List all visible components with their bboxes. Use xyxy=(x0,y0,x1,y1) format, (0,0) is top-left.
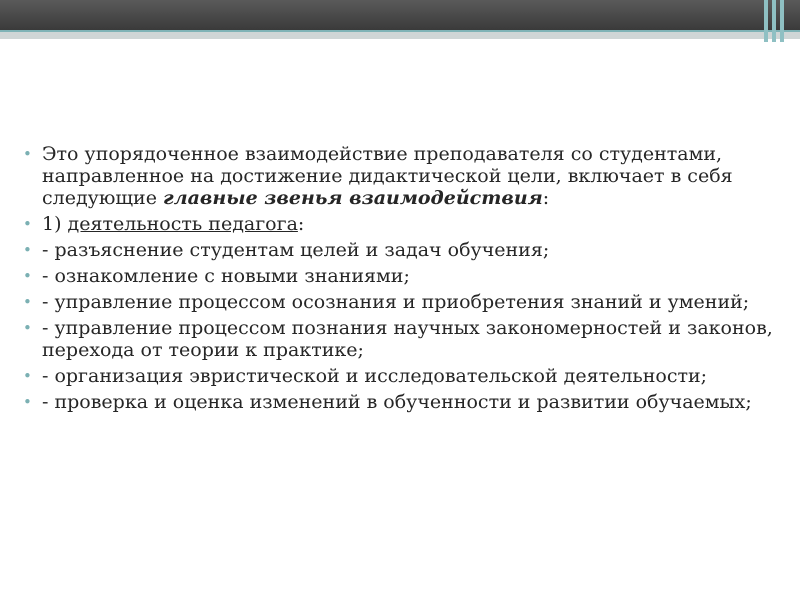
list-item-text: - проверка и оценка изменений в обученности и развитии обучаемых; xyxy=(42,391,752,413)
bullet-dot-icon: • xyxy=(23,319,32,337)
intro-colon: : xyxy=(542,187,550,209)
bullet-dot-icon: • xyxy=(23,393,32,411)
list-item-text: - разъяснение студентам целей и задач обучения; xyxy=(42,239,550,261)
list-item xyxy=(20,143,780,209)
bullet-dot-icon: • xyxy=(23,267,32,285)
corner-stripe xyxy=(764,0,768,42)
list-item xyxy=(20,317,780,361)
emphasis-text: главные звенья взаимодействия xyxy=(163,187,543,209)
bullet-dot-icon: • xyxy=(23,241,32,259)
header-gray-band xyxy=(0,32,800,39)
item-number: 1) xyxy=(42,213,68,235)
list-item xyxy=(20,239,780,261)
bullet-dot-icon: • xyxy=(23,145,32,163)
intro-text: Это упорядоченное взаимодействие преподавателя со студентами, направленное на достижение дидактической цели, включает в себя следующие xyxy=(42,143,733,209)
corner-stripe xyxy=(780,0,784,42)
list-item xyxy=(20,265,780,287)
list-item xyxy=(20,365,780,387)
list-item xyxy=(20,213,780,235)
list-item-text: - управление процессом осознания и приобретения знаний и умений; xyxy=(42,291,750,313)
slide-header-bar xyxy=(0,0,800,30)
list-item-text: - организация эвристической и исследовательской деятельности; xyxy=(42,365,708,387)
slide-bullet-list xyxy=(20,143,780,417)
underlined-heading: деятельность педагога xyxy=(67,213,298,235)
bullet-dot-icon: • xyxy=(23,293,32,311)
list-item-text: - управление процессом познания научных закономерностей и законов, перехода от теории к практике; xyxy=(42,317,773,361)
list-item xyxy=(20,391,780,413)
heading-colon: : xyxy=(297,213,305,235)
list-item-text: - ознакомление с новыми знаниями; xyxy=(42,265,410,287)
corner-stripe xyxy=(772,0,776,42)
list-item xyxy=(20,291,780,313)
bullet-dot-icon: • xyxy=(23,367,32,385)
bullet-dot-icon: • xyxy=(23,215,32,233)
